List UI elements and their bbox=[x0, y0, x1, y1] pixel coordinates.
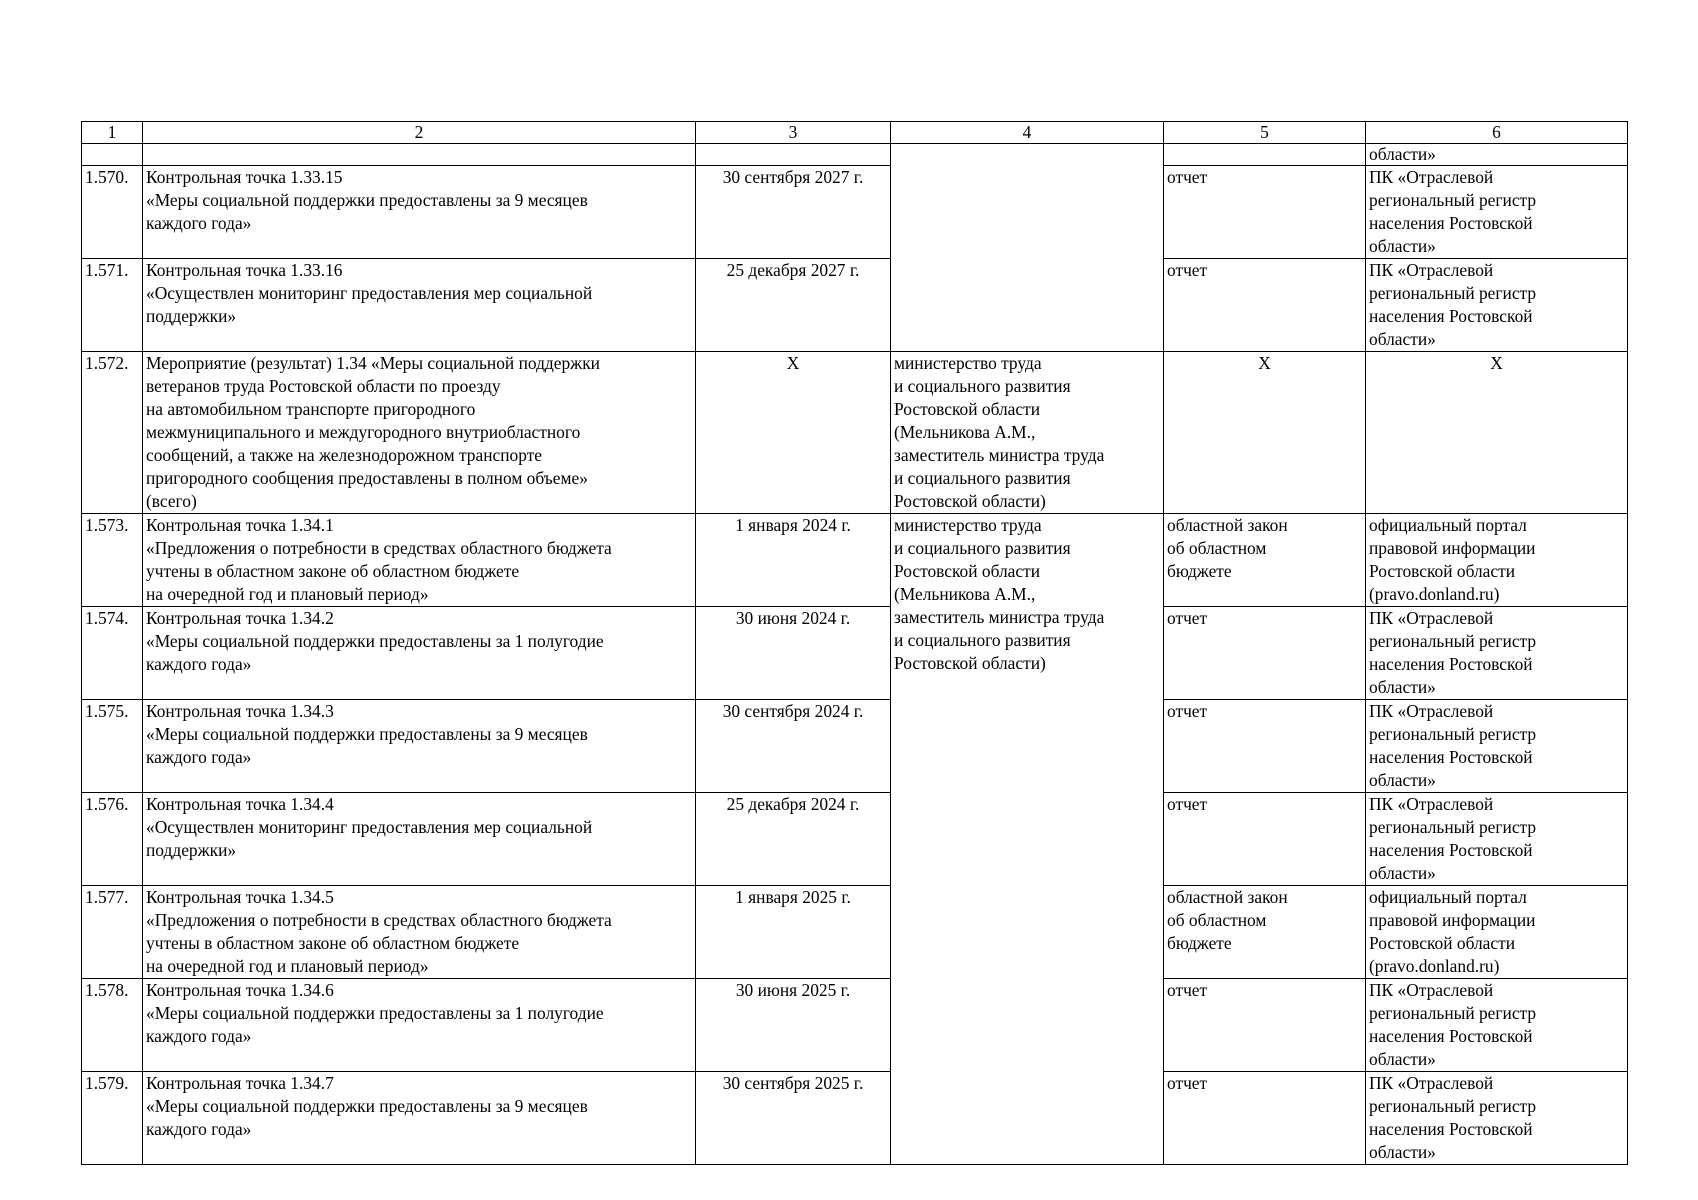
table-row bbox=[82, 166, 1628, 259]
measure-name-cell bbox=[143, 144, 696, 166]
document-cell: отчет bbox=[1164, 793, 1366, 886]
column-number-5: 5 bbox=[1164, 122, 1366, 144]
measure-name-cell: Контрольная точка 1.34.6 «Меры социальной поддержки предоставлены за 1 полугодие каждого года» bbox=[143, 979, 696, 1072]
row-number-cell: 1.571. bbox=[82, 259, 143, 352]
info-system-cell: ПК «Отраслевой региональный регистр населения Ростовской области» bbox=[1366, 166, 1628, 259]
info-system-cell: ПК «Отраслевой региональный регистр населения Ростовской области» bbox=[1366, 793, 1628, 886]
table-row bbox=[82, 259, 1628, 352]
document-cell: областной закон об областном бюджете bbox=[1164, 886, 1366, 979]
info-system-cell: ПК «Отраслевой региональный регистр населения Ростовской области» bbox=[1366, 700, 1628, 793]
document-cell bbox=[1164, 144, 1366, 166]
measure-name-cell: Контрольная точка 1.34.2 «Меры социальной поддержки предоставлены за 1 полугодие каждого года» bbox=[143, 607, 696, 700]
table-row bbox=[82, 979, 1628, 1072]
measure-name-cell: Контрольная точка 1.34.7 «Меры социальной поддержки предоставлены за 9 месяцев каждого года» bbox=[143, 1072, 696, 1165]
info-system-cell: официальный портал правовой информации Ростовской области (pravo.donland.ru) bbox=[1366, 514, 1628, 607]
date-cell: X bbox=[696, 352, 891, 514]
info-system-cell: области» bbox=[1366, 144, 1628, 166]
measure-name-cell: Мероприятие (результат) 1.34 «Меры социальной поддержки ветеранов труда Ростовской области по проезду на автомобильном транспорте пригородного межмуниципального и междугородного внутриобластного сообщений, а также на железнодорожном транспорте пригородного сообщения предоставлены в полном объеме» (всего) bbox=[143, 352, 696, 514]
row-number-cell: 1.577. bbox=[82, 886, 143, 979]
date-cell: 30 сентября 2027 г. bbox=[696, 166, 891, 259]
table-row bbox=[82, 607, 1628, 700]
column-number-2: 2 bbox=[143, 122, 696, 144]
info-system-cell: ПК «Отраслевой региональный регистр населения Ростовской области» bbox=[1366, 1072, 1628, 1165]
row-number-cell: 1.574. bbox=[82, 607, 143, 700]
info-system-cell: ПК «Отраслевой региональный регистр населения Ростовской области» bbox=[1366, 979, 1628, 1072]
document-cell: отчет bbox=[1164, 259, 1366, 352]
date-cell bbox=[696, 144, 891, 166]
row-number-cell: 1.570. bbox=[82, 166, 143, 259]
date-cell: 30 июня 2025 г. bbox=[696, 979, 891, 1072]
continuation-row bbox=[82, 144, 1628, 166]
table-row bbox=[82, 700, 1628, 793]
info-system-cell: X bbox=[1366, 352, 1628, 514]
column-number-1: 1 bbox=[82, 122, 143, 144]
date-cell: 1 января 2025 г. bbox=[696, 886, 891, 979]
document-cell: областной закон об областном бюджете bbox=[1164, 514, 1366, 607]
responsible-cell: министерство труда и социального развития Ростовской области (Мельникова А.М., заместитель министра труда и социального развития Ростовской области) bbox=[891, 352, 1164, 514]
row-number-cell bbox=[82, 144, 143, 166]
table-row bbox=[82, 514, 1628, 607]
date-cell: 30 июня 2024 г. bbox=[696, 607, 891, 700]
info-system-cell: официальный портал правовой информации Ростовской области (pravo.donland.ru) bbox=[1366, 886, 1628, 979]
responsible-cell: министерство труда и социального развития Ростовской области (Мельникова А.М., заместитель министра труда и социального развития Ростовской области) bbox=[891, 514, 1164, 1165]
responsible-cell-empty bbox=[891, 144, 1164, 352]
info-system-cell: ПК «Отраслевой региональный регистр населения Ростовской области» bbox=[1366, 607, 1628, 700]
column-number-4: 4 bbox=[891, 122, 1164, 144]
row-number-cell: 1.573. bbox=[82, 514, 143, 607]
document-cell: отчет bbox=[1164, 166, 1366, 259]
measure-name-cell: Контрольная точка 1.33.15 «Меры социальной поддержки предоставлены за 9 месяцев каждого года» bbox=[143, 166, 696, 259]
row-number-cell: 1.575. bbox=[82, 700, 143, 793]
document-cell: отчет bbox=[1164, 1072, 1366, 1165]
date-cell: 1 января 2024 г. bbox=[696, 514, 891, 607]
document-cell: X bbox=[1164, 352, 1366, 514]
column-number-3: 3 bbox=[696, 122, 891, 144]
table-row bbox=[82, 886, 1628, 979]
column-number-row bbox=[82, 122, 1628, 144]
info-system-cell: ПК «Отраслевой региональный регистр населения Ростовской области» bbox=[1366, 259, 1628, 352]
measure-name-cell: Контрольная точка 1.34.4 «Осуществлен мониторинг предоставления мер социальной поддержки» bbox=[143, 793, 696, 886]
row-number-cell: 1.578. bbox=[82, 979, 143, 1072]
measure-name-cell: Контрольная точка 1.34.5 «Предложения о потребности в средствах областного бюджета учтены в областном законе об областном бюджете на очередной год и плановый период» bbox=[143, 886, 696, 979]
document-cell: отчет bbox=[1164, 607, 1366, 700]
row-number-cell: 1.572. bbox=[82, 352, 143, 514]
row-number-cell: 1.576. bbox=[82, 793, 143, 886]
date-cell: 25 декабря 2024 г. bbox=[696, 793, 891, 886]
document-cell: отчет bbox=[1164, 979, 1366, 1072]
document-cell: отчет bbox=[1164, 700, 1366, 793]
row-number-cell: 1.579. bbox=[82, 1072, 143, 1165]
table-row bbox=[82, 352, 1628, 514]
date-cell: 30 сентября 2025 г. bbox=[696, 1072, 891, 1165]
measure-name-cell: Контрольная точка 1.33.16 «Осуществлен мониторинг предоставления мер социальной поддержки» bbox=[143, 259, 696, 352]
column-number-6: 6 bbox=[1366, 122, 1628, 144]
measure-name-cell: Контрольная точка 1.34.1 «Предложения о потребности в средствах областного бюджета учтены в областном законе об областном бюджете на очередной год и плановый период» bbox=[143, 514, 696, 607]
measures-table bbox=[81, 121, 1628, 1165]
table-row bbox=[82, 793, 1628, 886]
date-cell: 30 сентября 2024 г. bbox=[696, 700, 891, 793]
date-cell: 25 декабря 2027 г. bbox=[696, 259, 891, 352]
table-row bbox=[82, 1072, 1628, 1165]
measure-name-cell: Контрольная точка 1.34.3 «Меры социальной поддержки предоставлены за 9 месяцев каждого года» bbox=[143, 700, 696, 793]
